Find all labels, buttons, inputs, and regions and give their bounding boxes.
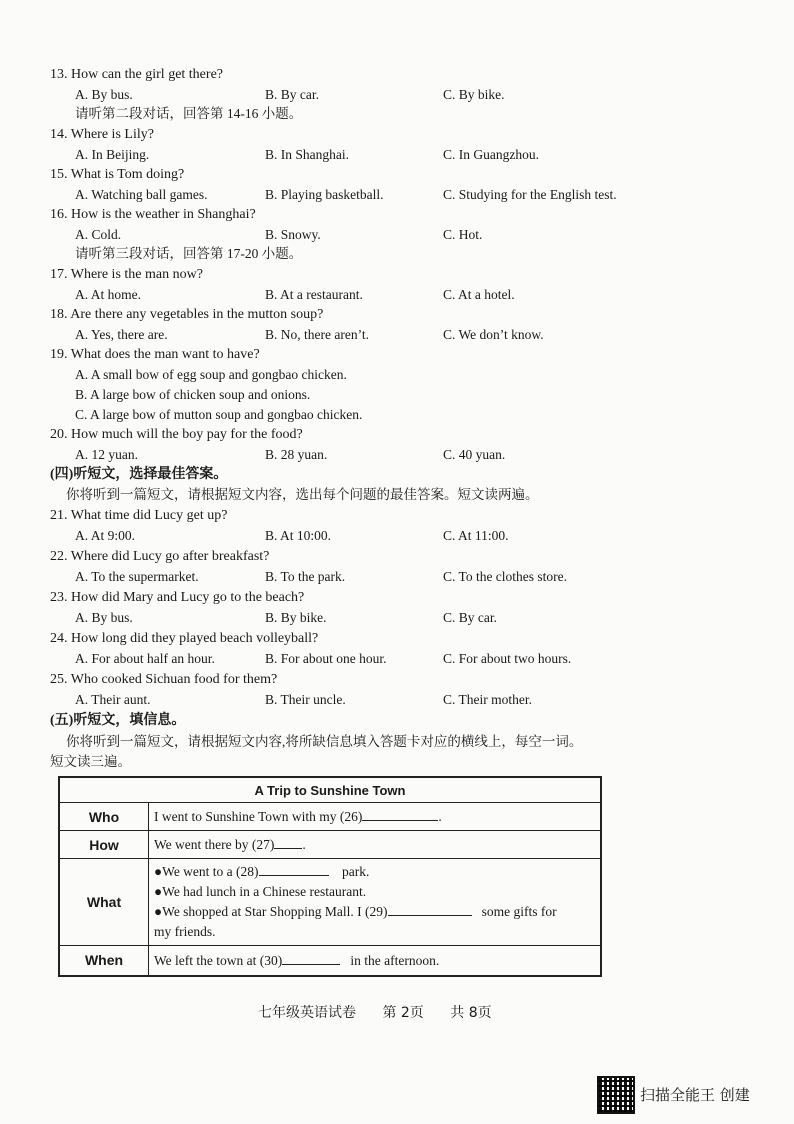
what-1a: ●We went to a (28) (154, 864, 259, 879)
option-24a: A. For about half an hour. (75, 651, 215, 666)
option-15a: A. Watching ball games. (75, 187, 208, 202)
option-23b: B. By bike. (265, 610, 327, 625)
option-21b: B. At 10:00. (265, 528, 332, 543)
option-18a: A. Yes, there are. (75, 327, 168, 342)
option-19a: A. A small bow of egg soup and gongbao chicken. (75, 367, 347, 382)
option-19c: C. A large bow of mutton soup and gongbao chicken. (75, 407, 363, 422)
option-14b: B. In Shanghai. (265, 147, 349, 162)
option-23c: C. By car. (443, 610, 497, 625)
what-line-1 (154, 862, 595, 882)
option-18c: C. We don’t know. (443, 327, 544, 342)
what-3a: ●We shopped at Star Shopping Mall. I (29) (154, 904, 388, 919)
what-line-2: ●We had lunch in a Chinese restaurant. (154, 884, 367, 899)
who-end: . (438, 809, 442, 824)
option-21c: C. At 11:00. (443, 528, 509, 543)
question-20: 20. How much will the boy pay for the food? (50, 427, 303, 442)
option-22c: C. To the clothes store. (443, 569, 568, 584)
section-4-title: (四)听短文，选择最佳答案。 (50, 467, 228, 482)
option-25b: B. Their uncle. (265, 692, 346, 707)
option-16b: B. Snowy. (265, 227, 321, 242)
option-25a: A. Their aunt. (75, 692, 151, 707)
row-label-when: When (59, 946, 149, 976)
row-label-how: How (59, 831, 149, 859)
who-text: I went to Sunshine Town with my (26) (154, 809, 363, 824)
what-line-3 (154, 902, 595, 922)
footer-total-pages: 共 8页 (450, 1005, 492, 1021)
section-5-desc-line1: 你将听到一篇短文，请根据短文内容,将所缺信息填入答题卡对应的横线上，每空一词。 (66, 734, 583, 749)
footer-paper-name: 七年级英语试卷 (258, 1005, 356, 1021)
instruction-dialog-3: 请听第三段对话，回答第 17-20 小题。 (75, 246, 303, 261)
option-22b: B. To the park. (265, 569, 346, 584)
question-22: 22. Where did Lucy go after breakfast? (50, 549, 270, 564)
question-15: 15. What is Tom doing? (50, 167, 185, 182)
option-13b: B. By car. (265, 87, 319, 102)
option-24c: C. For about two hours. (443, 651, 572, 666)
option-15b: B. Playing basketball. (265, 187, 384, 202)
what-3b: some gifts for (481, 904, 557, 919)
what-1b: park. (342, 864, 370, 879)
option-17b: B. At a restaurant. (265, 287, 363, 302)
section-5-title: (五)听短文，填信息。 (50, 713, 186, 728)
option-23a: A. By bus. (75, 610, 133, 625)
question-14: 14. Where is Lily? (50, 127, 154, 142)
question-16: 16. How is the weather in Shanghai? (50, 207, 256, 222)
row-who (149, 803, 602, 831)
section-5-desc-line2: 短文读三遍。 (50, 754, 131, 769)
when-b: in the afternoon. (350, 952, 440, 968)
option-16c: C. Hot. (443, 227, 483, 242)
question-23: 23. How did Mary and Lucy go to the beach? (50, 590, 305, 605)
option-18b: B. No, there aren’t. (265, 327, 369, 342)
when-a: We left the town at (30) (154, 952, 283, 968)
row-how (149, 831, 602, 859)
question-17: 17. Where is the man now? (50, 267, 203, 282)
row-what (149, 859, 602, 946)
option-13a: A. By bus. (75, 87, 133, 102)
scanner-watermark: 扫描全能王 创建 (640, 1086, 750, 1104)
question-21: 21. What time did Lucy get up? (50, 508, 228, 523)
option-20a: A. 12 yuan. (75, 447, 138, 462)
row-when (149, 946, 602, 976)
how-end: . (302, 837, 306, 852)
option-25c: C. Their mother. (443, 692, 532, 707)
trip-table (58, 776, 602, 977)
qr-code-icon (597, 1076, 635, 1114)
option-20c: C. 40 yuan. (443, 447, 506, 462)
row-label-who: Who (59, 803, 149, 831)
footer-page-number: 第 2页 (382, 1005, 424, 1021)
blank-27[interactable] (274, 836, 302, 849)
table-title: A Trip to Sunshine Town (59, 777, 601, 803)
option-22a: A. To the supermarket. (75, 569, 199, 584)
option-17c: C. At a hotel. (443, 287, 515, 302)
option-20b: B. 28 yuan. (265, 447, 328, 462)
question-18: 18. Are there any vegetables in the mutton soup? (50, 307, 324, 322)
blank-26[interactable] (362, 808, 438, 821)
option-24b: B. For about one hour. (265, 651, 387, 666)
question-24: 24. How long did they played beach volleyball? (50, 631, 319, 646)
question-13: 13. How can the girl get there? (50, 67, 223, 82)
option-16a: A. Cold. (75, 227, 122, 242)
how-text: We went there by (27) (154, 837, 275, 852)
option-19b: B. A large bow of chicken soup and onions. (75, 387, 311, 402)
option-17a: A. At home. (75, 287, 141, 302)
instruction-dialog-2: 请听第二段对话，回答第 14-16 小题。 (75, 106, 303, 121)
question-25: 25. Who cooked Sichuan food for them? (50, 672, 278, 687)
option-14c: C. In Guangzhou. (443, 147, 539, 162)
blank-30[interactable] (282, 952, 340, 965)
option-13c: C. By bike. (443, 87, 505, 102)
option-21a: A. At 9:00. (75, 528, 136, 543)
option-15c: C. Studying for the English test. (443, 187, 617, 202)
what-line-4: my friends. (154, 924, 216, 939)
page-footer (258, 1002, 514, 1022)
question-19: 19. What does the man want to have? (50, 347, 260, 362)
section-4-desc: 你将听到一篇短文，请根据短文内容，选出每个问题的最佳答案。短文读两遍。 (66, 487, 539, 502)
blank-29[interactable] (388, 903, 472, 916)
option-14a: A. In Beijing. (75, 147, 150, 162)
row-label-what: What (59, 859, 149, 946)
blank-28[interactable] (259, 863, 329, 876)
